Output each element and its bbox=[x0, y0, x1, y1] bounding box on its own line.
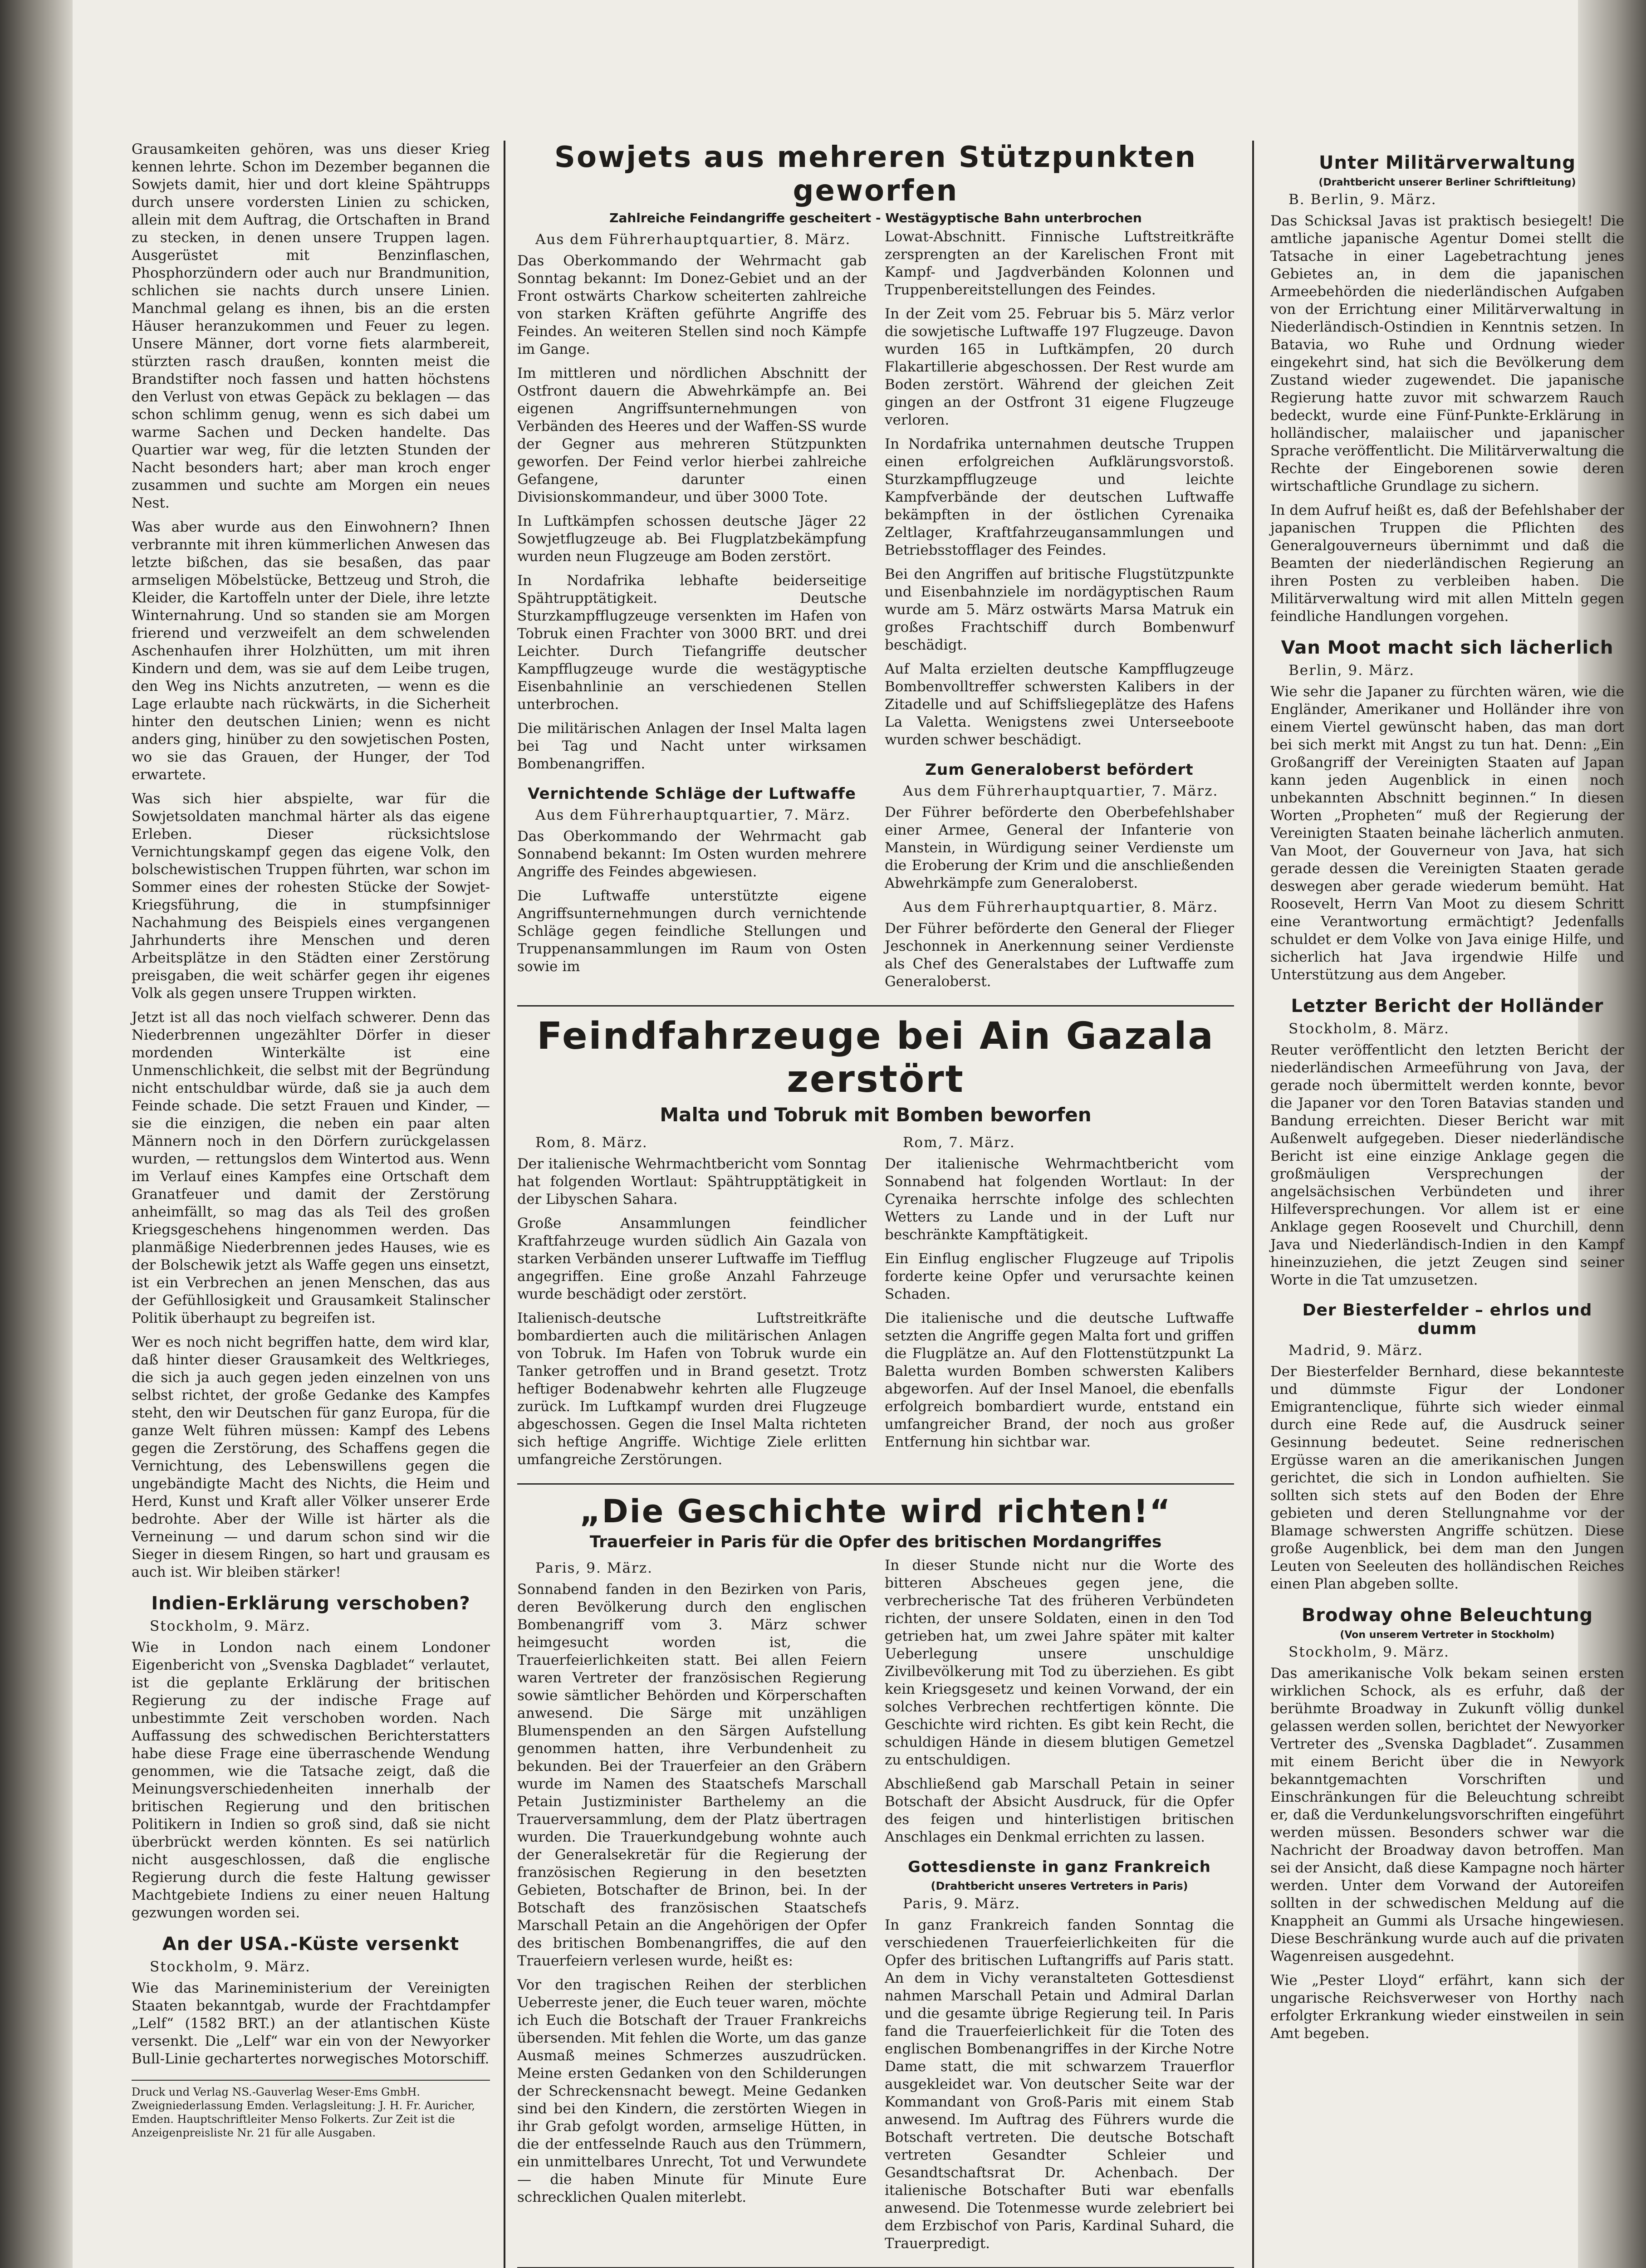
column-rule bbox=[504, 141, 505, 2268]
dateline: Rom, 8. März. bbox=[535, 1134, 648, 1151]
dateline: Madrid, 9. März. bbox=[1288, 1342, 1424, 1359]
article-text: Der Führer beförderte den General der Flieger Jeschonnek in Anerkennung seiner Verdienste als Chef des Generalstabes der Luftwaffe zum Generaloberst. bbox=[885, 920, 1234, 990]
article-text: Reuter veröffentlicht den letzten Bericht der niederländischen Armeeführung von Java, der gerade noch übermittelt werden konnte, bevor die Japaner vor den Toren Batavias standen und Bandung erreichten. Dieser Bericht war mit Außenwelt aufgegeben. Dieser niederländische Bericht ist eine einzige Anklage gegen die großmäuligen Versprechungen der angelsächsischen Verbündeten und ihrer Hilfeversprechungen. Vor allem ist er eine Anklage gegen Roosevelt und Churchill, denn Java und Niederländisch-Indien in den Kampf hineinzuziehen, die jetzt Zeugen sind seiner Worte in die Tat umzusetzen. bbox=[1270, 1042, 1624, 1288]
article-text: Große Ansammlungen feindlicher Kraftfahrzeuge wurden südlich Ain Gazala von starken Verbänden unserer Luftwaffe im Tiefflug angegriffen. Eine große Anzahl Fahrzeuge wurde beschädigt oder zerstört. bbox=[517, 1215, 867, 1302]
dateline: Aus dem Führerhauptquartier, 7. März. bbox=[535, 807, 851, 823]
article-text: In Luftkämpfen schossen deutsche Jäger 22 Sowjetflugzeuge ab. Bei Flugplatzbekämpfung wurden neun Flugzeuge am Boden zerstört. bbox=[517, 513, 867, 565]
article-text: Die militärischen Anlagen der Insel Malta lagen bei Tag und Nacht unter wirksamen Bombenangriffen. bbox=[517, 720, 867, 772]
column-rule bbox=[1252, 141, 1254, 2268]
headline-paris: „Die Geschichte wird richten!“ bbox=[579, 1493, 1172, 1530]
article-text: Das Oberkommando der Wehrmacht gab Sonntag bekannt: Im Donez-Gebiet und an der Front ostwärts Charkow scheiterten zahlreiche von starken Kräften geführte Angriffe des Feindes. An weiteren Stellen sind noch Kämpfe im Gange. bbox=[517, 253, 867, 357]
dateline: Stockholm, 8. März. bbox=[1288, 1021, 1450, 1037]
headline-biesterfelder: Der Biesterfelder – ehrlos und dumm bbox=[1302, 1301, 1592, 1338]
article-text: Die italienische und die deutsche Luftwaffe setzten die Angriffe gegen Malta fort und griffen die Flugplätze an. Auf den Flottenstützpunkt La Baletta wurden Bomben schwersten Kalibers abgeworfen. Auf der Insel Manoel, die ebenfalls erfolgreich bombardiert wurde, entstand ein umfangreicher Brand, der noch aus großer Entfernung hin sichtbar war. bbox=[885, 1310, 1234, 1450]
article-text: Italienisch-deutsche Luftstreitkräfte bombardierten auch die militärischen Anlagen von Tobruk. Im Hafen von Tobruk wurde ein Tanker getroffen und in Brand gesetzt. Trotz heftiger Bodenabwehr kehrten alle Flugzeuge zurück. Im Luftkampf wurden drei Flugzeuge abgeschossen. Gegen die Insel Malta richteten sich heftige Angriffe. Wichtige Ziele erlitten umfangreiche Zerstörungen. bbox=[517, 1310, 867, 1468]
dateline: Rom, 7. März. bbox=[903, 1134, 1015, 1151]
subhead: Trauerfeier in Paris für die Opfer des britischen Mordangriffes bbox=[589, 1533, 1162, 1551]
dateline: Stockholm, 9. März. bbox=[150, 1959, 311, 1975]
dateline: Aus dem Führerhauptquartier, 8. März. bbox=[903, 899, 1219, 915]
dateline: Paris, 9. März. bbox=[903, 1896, 1020, 1912]
article-text: In dem Aufruf heißt es, daß der Befehlshaber der japanischen Truppen die Pflichten des Generalgouverneurs übernimmt und daß die Beamten der niederländischen Regierung an ihren Posten zu verbleiben haben. Die Militärverwaltung wird mit allen Mitteln gegen feindliche Handlungen vorgehen. bbox=[1270, 502, 1624, 625]
divider bbox=[517, 1005, 1234, 1007]
article-text: Das amerikanische Volk bekam seinen ersten wirklichen Schock, als es erfuhr, daß der berühmte Broadway in Zukunft völlig dunkel gelassen werden sollen, berichtet der Newyorker Vertreter des „Svenska Dagbladet“. Zusammen mit einem Bericht über die in Newyork bekanntgemachten Vorschriften und Einschränkungen für die Beleuchtung schreibt er, daß die Verdunkelungsvorschriften eingeführt werden müssen. Besonders schwer war die Nachricht der Broadway davon betroffen. Man sei der Ansicht, daß diese Kampagne noch härter werden. Unter dem Vorwand der Autoreifen sollten in der schwedischen Meldung auf die Knappheit an Gummi als Ursache hingewiesen. Diese Beschränkung wurde auch auf die privaten Wagenreisen ausgedehnt. bbox=[1270, 1665, 1624, 1965]
dateline: Aus dem Führerhauptquartier, 8. März. bbox=[535, 231, 851, 248]
article-text: Grausamkeiten gehören, was uns dieser Krieg kennen lehrte. Schon im Dezember begannen die Sowjets damit, hier und dort kleine Spähtrupps durch unsere vordersten Linien zu schicken, allein mit dem Auftrag, die Ortschaften in Brand zu stecken, in denen unsere Truppen lagen. Ausgerüstet mit Benzinflaschen, Phosphorzündern oder auch nur Brandmunition, schlichen sie nachts durch unsere Linien. Manchmal gelang es ihnen, bis an die ersten Häuser heranzukommen und Feuer zu legen. Unsere Männer, dort vorne fiets alarmbereit, stürzten rasch draußen, konnten meist die Brandstifter noch fassen und hatten höchstens den Verlust von etwas Gepäck zu beklagen — das schon schlimm genug, wenn es sich dabei um warme Sachen und Decken handelte. Das Quartier war weg, für die letzten Stunden der Nacht besonders hart; aber man kroch enger zusammen und suchte am Morgen ein neues Nest. bbox=[132, 141, 490, 511]
headline-luftwaffe: Vernichtende Schläge der Luftwaffe bbox=[528, 785, 856, 803]
two-column-block bbox=[517, 228, 1234, 997]
article-text: Wer es noch nicht begriffen hatte, dem wird klar, daß hinter dieser Grausamkeit des Weltkrieges, die sich ja auch gegen jeden einzelnen von uns selbst richtet, der große Gedanke des Kampfes steht, den wir Deutschen für ganz Europa, für die ganze Welt führen müssen: Kampf des Lebens gegen die Zerstörung, des Schaffens gegen die Vernichtung, des Lebenswillens gegen die ungebändigte Macht des Nichts, die Heim und Herd, Kunst und Kraft aller Völker unserer Erde bedrohte. Aber der Wille ist härter als die Verneinung — und darum schon sind wir die Sieger in diesem Ringen, so hart und grausam es auch ist. Wir bleiben stärker! bbox=[132, 1334, 490, 1580]
headline-broadway: Brodway ohne Beleuchtung bbox=[1301, 1605, 1593, 1626]
article-text: Lowat-Abschnitt. Finnische Luftstreitkräfte zersprengten an der Karelischen Front mit Kampf- und Jagdverbänden Kolonnen und Truppenbereitstellungen des Feindes. bbox=[885, 229, 1234, 298]
article-text: Wie „Pester Lloyd“ erfährt, kann sich der ungarische Reichsverweser von Horthy nach erfolgter Erkrankung wieder einstweilen in sein Amt begeben. bbox=[1270, 1972, 1624, 2042]
middle-column bbox=[517, 141, 1234, 2268]
headline-usa: An der USA.-Küste versenkt bbox=[162, 1934, 460, 1955]
article-text: In Nordafrika unternahmen deutsche Truppen einen erfolgreichen Aufklärungsvorstoß. Sturzkampfflugzeuge und leichte Kampfverbände der deutschen Luftwaffe bekämpften in der östlichen Cyrenaika Zeltlager, Kraftfahrzeugansammlungen und Betriebsstofflager des Feindes. bbox=[885, 436, 1234, 558]
article-text: In dieser Stunde nicht nur die Worte des bitteren Abscheues gegen jene, die verbrecherische Tat des früheren Verbündeten richten, der unsere Soldaten, einen in den Tod getrieben hat, um zwei Jahre später mit kalter Ueberlegung unsere unschuldige Zivilbevölkerung mit Tod zu überziehen. Es gibt kein Kriegsgesetz und keinen Vorwand, der ein solches Verbrechen rechtfertigen könnte. Die Geschichte wird richten. Es gibt kein Recht, die schuldigen Hände in diesem blutigen Gemetzel zu entschuldigen. bbox=[885, 1557, 1234, 1768]
article-text: Der italienische Wehrmachtbericht vom Sonnabend hat folgenden Wortlaut: In der Cyrenaika herrschte infolge des schlechten Wetters zu Lande und in der Luft nur beschränkte Kampftätigkeit. bbox=[885, 1156, 1234, 1243]
headline-generaloberst: Zum Generaloberst befördert bbox=[925, 761, 1194, 779]
headline-van-moot: Van Moot macht sich lächerlich bbox=[1281, 637, 1614, 658]
article-text: Das Schicksal Javas ist praktisch besiegelt! Die amtliche japanische Agentur Domei stellt die Tatsache in einer Lagebetrachtung jenes Gebietes an, in dem die japanischen Armeebehörden die niederländischen Aufgaben von der Errichtung einer Militärverwaltung in Niederländisch-Ostindien in Kenntnis setzen. In Batavia, wo Ruhe und Ordnung wieder eingekehrt sind, hat sich die Bevölkerung dem Zustand wieder zugewendet. Die japanische Regierung hatte zuvor mit schwarzem Rauch bedeckt, wurde eine Fünf-Punkte-Erklärung in holländischer, malaiischer und japanischer Sprache veröffentlicht. Die Militärverwaltung die Rechte der Eingeborenen sowie deren wirtschaftliche Grundlage zu sichern. bbox=[1270, 213, 1624, 494]
article-text: Wie sehr die Japaner zu fürchten wären, wie die Engländer, Amerikaner und Holländer ihre von einem Viertel gewünscht haben, das man dort bei sich merkt mit Angst zu tun hat. Denn: „Ein Großangriff der Vereinigten Staaten auf Japan kann jeden Augenblick in einen noch unbekannten Abschnitt beginnen.“ In diesen Worten „Propheten“ muß der Regierung der Vereinigten Staaten beinahe lächerlich anmuten. Van Moot, der Gouverneur von Java, hat sich gerade dessen die Vereinigten Staaten gerade deswegen aber gerade wiederum bemüht. Hat Roosevelt, Herrn Van Moot zu diesem Schritt eine Verantwortung ermächtigt? Jedenfalls schuldet er dem Volke von Java einige Hilfe, und sicherlich hat Java irgendwie Hilfe und Unterstützung aus dem Angeber. bbox=[1270, 684, 1624, 983]
article-text: Ein Einflug englischer Flugzeuge auf Tripolis forderte keine Opfer und verursachte keinen Schaden. bbox=[885, 1251, 1234, 1302]
dateline: Stockholm, 9. März. bbox=[150, 1618, 311, 1634]
subhead: (Von unserem Vertreter in Stockholm) bbox=[1340, 1629, 1555, 1641]
subhead: (Drahtbericht unserer Berliner Schriftleitung) bbox=[1318, 177, 1576, 188]
left-column bbox=[132, 141, 490, 2140]
article-text: Was aber wurde aus den Einwohnern? Ihnen verbrannte mit ihren kümmerlichen Anwesen das letzte bißchen, das sie besaßen, das paar armseligen Möbelstücke, Bettzeug und Stroh, die Kleider, die Kartoffeln unter der Diele, ihre letzte Winternahrung. Und so standen sie am Morgen frierend und verzweifelt an dem schwelenden Aschenhaufen ihrer Holzhütten, um mit ihren Kindern und dem, was sie auf dem Leibe trugen, den Weg ins Nichts anzutreten, — wenn es die Lage erlaubte nach rückwärts, in die Sicherheit hinter den deutschen Linien; wenn es nicht anders ging, hinüber zu den sowjetischen Posten, wo sie das Grauen, der Hunger, der Tod erwartete. bbox=[132, 519, 490, 783]
article-text: Auf Malta erzielten deutsche Kampfflugzeuge Bombenvolltreffer schwersten Kalibers in der Zitadelle und auf Schiffsliegeplätze des Hafens La Valetta. Wenigstens zwei Unterseeboote wurden schwer beschädigt. bbox=[885, 661, 1234, 748]
subhead: Malta und Tobruk mit Bomben beworfen bbox=[660, 1104, 1092, 1126]
article-text: Das Oberkommando der Wehrmacht gab Sonnabend bekannt: Im Osten wurden mehrere Angriffe des Feindes abgewiesen. bbox=[517, 828, 867, 880]
dateline: Paris, 9. März. bbox=[535, 1560, 653, 1576]
headline-hollaender: Letzter Bericht der Holländer bbox=[1291, 996, 1604, 1017]
headline-gottesdienste: Gottesdienste in ganz Frankreich bbox=[908, 1858, 1211, 1876]
dateline: Aus dem Führerhauptquartier, 7. März. bbox=[903, 783, 1219, 799]
article-text: Im mittleren und nördlichen Abschnitt der Ostfront dauern die Abwehrkämpfe an. Bei eigenen Angriffsunternehmungen von Verbänden des Heeres und der Waffen-SS wurde der Gegner aus mehreren Stützpunkten geworfen. Der Feind verlor hierbei zahlreiche Gefangene, darunter einen Divisionskommandeur, und über 3000 Tote. bbox=[517, 365, 867, 505]
article-text: Abschließend gab Marschall Petain in seiner Botschaft der Absicht Ausdruck, für die Opfer des feigen und hinterlistigen britischen Anschlages ein Denkmal errichten zu lassen. bbox=[885, 1776, 1234, 1845]
article-text: In der Zeit vom 25. Februar bis 5. März verlor die sowjetische Luftwaffe 197 Flugzeuge. Davon wurden 165 in Luftkämpfen, 20 durch Flakartillerie abgeschossen. Der Rest wurde am Boden zerstört. Während der gleichen Zeit gingen an der Ostfront 31 eigene Flugzeuge verloren. bbox=[885, 306, 1234, 428]
newspaper-page bbox=[104, 113, 1624, 2268]
article-text: Der Führer beförderte den Oberbefehlshaber einer Armee, General der Infanterie von Manstein, in Würdigung seiner Verdienste um die Eroberung der Krim und die anschließenden Abwehrkämpfe zum Generaloberst. bbox=[885, 804, 1234, 891]
article-text: Der italienische Wehrmachtbericht vom Sonntag hat folgenden Wortlaut: Spähtrupptätigkeit in der Libyschen Sahara. bbox=[517, 1156, 867, 1207]
imprint: Druck und Verlag NS.-Gauverlag Weser-Ems GmbH. Zweigniederlassung Emden. Verlagsleitung: J. H. Fr. Auricher, Emden. Hauptschriftleiter Menso Folkerts. Zur Zeit ist die Anzeigenpreisliste Nr. 21 für alle Ausgaben. bbox=[132, 2080, 490, 2140]
article-text: Wie in London nach einem Londoner Eigenbericht von „Svenska Dagbladet“ verlautet, ist die geplante Erklärung der britischen Regierung zu der indische Frage auf unbestimmte Zeit verschoben worden. Nach Auffassung des schwedischen Berichterstatters habe diese Frage eine überraschende Wendung genommen, wie die Tatsache zeigt, daß die Meinungsverschiedenheiten innerhalb der britischen Regierung und den britischen Politikern in Indien so groß sind, daß sie nicht überbrückt werden könnten. Es sei natürlich nicht ausgeschlossen, daß die englische Regierung durch die feste Haltung gewisser Machtgebiete Indiens zu einer neuen Haltung gezwungen worden sei. bbox=[132, 1639, 490, 1921]
headline-militaerverwaltung: Unter Militärverwaltung bbox=[1319, 152, 1576, 173]
article-text: In ganz Frankreich fanden Sonntag die verschiedenen Trauerfeierlichkeiten für die Opfer des britischen Luftangriffs auf Paris statt. An dem in Vichy veranstalteten Gottesdienst nahmen Marschall Petain und Admiral Darlan und die gesamte übrige Regierung teil. In Paris fand die Trauerfeierlichkeit für die Toten des englischen Bombenangriffes in der Kirche Notre Dame statt, die mit schwarzem Trauerflor ausgekleidet war. Von deutscher Seite war der Kommandant von Groß-Paris mit einem Stab anwesend. Im Auftrag des Führers wurde die Botschaft vertreten. Die deutsche Botschaft vertreten Gesandter Schleier und Gesandtschaftsrat Dr. Achenbach. Der italienische Botschafter Buti war ebenfalls anwesend. Die Totenmesse wurde zelebriert bei dem Erzbischof von Paris, Kardinal Suhard, die Trauerpredigt. bbox=[885, 1917, 1234, 2252]
dateline: Berlin, 9. März. bbox=[1288, 662, 1415, 679]
article-text: Der Biesterfelder Bernhard, diese bekannteste und dümmste Figur der Londoner Emigrantenclique, führte sich wieder einmal durch eine Rede auf, die Ausdruck seiner Gesinnung bedeutet. Seine rednerischen Ergüsse waren an die amerikanischen Jungen gerichtet, die sich in London aufhielten. Sie sollten sich stets auf den Boden der Ehre gebieten und deren Stellungnahme vor der Blamage schwersten Angriffe schützen. Diese große Augenblick, bei dem man den Jungen Leuten von Seeleuten des holländischen Reiches einen Plan abgeben sollte. bbox=[1270, 1364, 1624, 1592]
dateline: B. Berlin, 9. März. bbox=[1288, 191, 1437, 208]
article-text: Was sich hier abspielte, war für die Sowjetsoldaten manchmal härter als das eigene Erleben. Dieser rücksichtslose Vernichtungskampf gegen das eigene Volk, den bolschewistischen Truppen führten, war schon im Sommer eines der rohesten Stücke der Sowjet-Kriegsführung, die in stumpfsinniger Nachahmung des Beispiels eines vergangenen Jahrhunderts ihre Menschen und deren Arbeitsplätze in den Städten einer Zerstörung preisgaben, die weit schärfer gegen ihr eigenes Volk als gegen unsere Truppen wirkten. bbox=[132, 791, 490, 1002]
article-text: Die Luftwaffe unterstützte eigene Angriffsunternehmungen durch vernichtende Schläge gegen feindliche Stellungen und Truppenansammlungen im Raum von Osten sowie im bbox=[517, 888, 867, 975]
two-column-block bbox=[517, 1557, 1234, 2259]
dateline: Stockholm, 9. März. bbox=[1288, 1644, 1450, 1660]
headline-gazala: Feindfahrzeuge bei Ain Gazala zerstört bbox=[537, 1015, 1215, 1101]
right-column bbox=[1270, 141, 1624, 2049]
two-column-block bbox=[517, 1131, 1234, 1475]
divider bbox=[517, 1483, 1234, 1485]
headline-sowjets: Sowjets aus mehreren Stützpunkten geworfen bbox=[554, 141, 1197, 208]
subhead: (Drahtbericht unseres Vertreters in Paris) bbox=[931, 1880, 1188, 1892]
headline-india: Indien-Erklärung verschoben? bbox=[151, 1593, 470, 1614]
article-text: Jetzt ist all das noch vielfach schwerer. Denn das Niederbrennen ungezählter Dörfer in dieser mordenden Winterkälte ist eine Unmenschlichkeit, die selbst mit der Begründung nicht entschuldbar würde, daß sie ja auch dem Feinde schade. Die setzt Frauen und Kinder, — sie die einzigen, die neben ein paar alten Männern noch in den Dörfern zurückgelassen wurden, — rettungslos dem Wintertod aus. Wenn im Verlauf eines Kampfes eine Ortschaft dem Granatfeuer und damit der Zerstörung anheimfällt, so mag das als Teil des großen Kriegsgeschehens hingenommen werden. Das planmäßige Niederbrennen jedes Hauses, wie es der Bolschewik jetzt als Waffe gegen uns einsetzt, ist ein Verbrechen an jenen Menschen, das aus der Gefühllosigkeit und Grausamkeit Stalinscher Politik überhaupt zu begreifen ist. bbox=[132, 1009, 490, 1326]
article-text: Wie das Marineministerium der Vereinigten Staaten bekanntgab, wurde der Frachtdampfer „Lelf“ (1582 BRT.) an der atlantischen Küste versenkt. Die „Lelf“ war ein von der Newyorker Bull-Linie gechartertes norwegisches Motorschiff. bbox=[132, 1980, 490, 2067]
article-text: Bei den Angriffen auf britische Flugstützpunkte und Eisenbahnziele im nordägyptischen Raum wurde am 5. März ostwärts Marsa Matruk ein großes Frachtschiff durch Bombenwurf beschädigt. bbox=[885, 566, 1234, 653]
subhead: Zahlreiche Feindangriffe gescheitert - Westägyptische Bahn unterbrochen bbox=[609, 210, 1142, 225]
article-text: In Nordafrika lebhafte beiderseitige Spähtrupptätigkeit. Deutsche Sturzkampfflugzeuge versenkten im Hafen von Tobruk einen Frachter von 3000 BRT. und drei Leichter. Durch Tiefangriffe deutscher Kampfflugzeuge wurde die westägyptische Eisenbahnlinie an verschiedenen Stellen unterbrochen. bbox=[517, 572, 867, 713]
book-binding bbox=[0, 0, 73, 2268]
article-text: Sonnabend fanden in den Bezirken von Paris, deren Bevölkerung durch den englischen Bombenangriff vom 3. März schwer heimgesucht worden ist, die Trauerfeierlichkeiten statt. Bei allen Feiern waren Vertreter der französischen Regierung sowie sämtlicher Behörden und Körperschaften anwesend. Die Särge mit unzähligen Blumenspenden an den Särgen Aufstellung genommen hatten, ihre Verbundenheit zu bekunden. Bei der Trauerfeier an den Gräbern wurde im Namen des Staatschefs Marschall Petain Justizminister Barthelemy an die Trauerversammlung, dem der Platz übertragen wurden. Die Trauerkundgebung wohnte auch der Generalsekretär für die Regierung der französischen Regierung in den besetzten Gebieten, Botschafter de Brinon, bei. In der Botschaft des französischen Staatschefs Marschall Petain an die Angehörigen der Opfer des britischen Bombenangriffes, die auf den Trauerfeiern verlesen wurde, heißt es: bbox=[517, 1581, 867, 1969]
article-text: Vor den tragischen Reihen der sterblichen Ueberreste jener, die Euch teuer waren, möchte ich Euch die Botschaft der Trauer Frankreichs übersenden. Mit fehlen die Worte, um das ganze Ausmaß meines Schmerzes auszudrücken. Meine ersten Gedanken von den Schilderungen der Schreckensnacht bewegt. Meine Gedanken sind bei den Kindern, die zerstörten Wiegen in ihr Grab gefolgt worden, armselige Hütten, in die der entfesselnde Rauch aus den Trümmern, ein unmittelbares Unrecht, Tot und Verwundete — die haben Minute für Minute Eure schrecklichen Qualen miterlebt. bbox=[517, 1977, 867, 2205]
